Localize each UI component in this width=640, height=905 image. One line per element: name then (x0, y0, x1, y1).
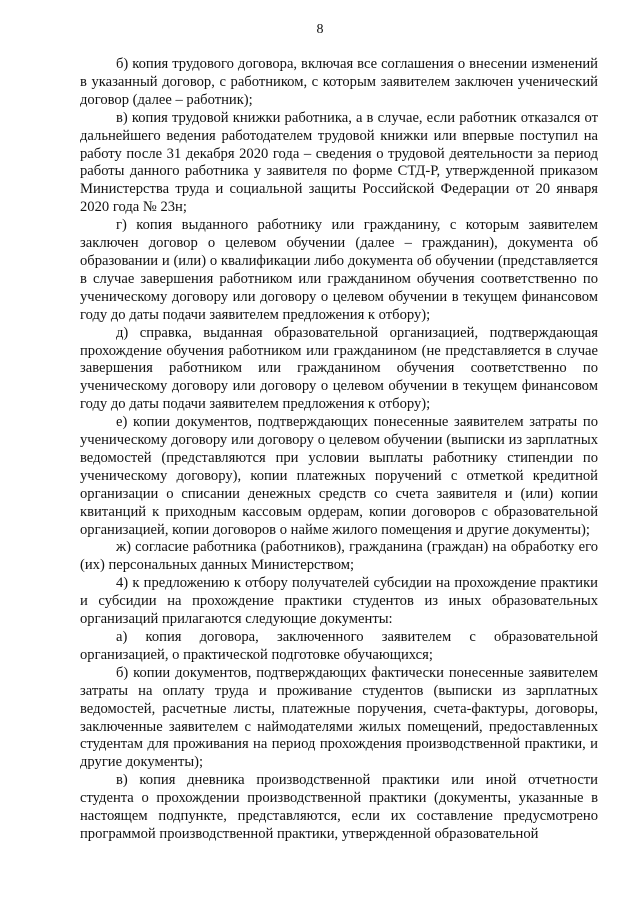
paragraph-b-student-costs: б) копии документов, подтверждающих фактически понесенные заявителем затраты на оплату труда и проживание студентов (выписки из зарплатных ведомостей, расчетные листы, платежные поручения, счета-фактуры, договоры, заключенные заявителем с наймодателями жилых помещений, предоставленных студентам для проживания на период прохождения производственной практики, и другие документы); (80, 664, 598, 771)
paragraph-e-expense-documents: е) копии документов, подтверждающих понесенные заявителем затраты по ученическому договору или договору о целевом обучении (выписки из зарплатных ведомостей (представляются при условии выплаты работнику стипендии по ученическому договору), копии платежных поручений с отметкой кредитной организации о списании денежных средств со счета заявителя и (или) копии квитанций к приходным кассовым ордерам, копии договоров с образовательной организацией, копии договоров о найме жилого помещения и другие документы); (80, 414, 598, 538)
paragraph-v-work-record-book: в) копия трудовой книжки работника, а в случае, если работник отказался от дальнейшего ведения работодателем трудовой книжки или впервые поступил на работу после 31 декабря 2020 года – сведения о трудовой деятельности за период работы данного работника у заявителя по форме СТД-Р, утвержденной приказом Министерства труда и социальной защиты Российской Федерации от 20 января 2020 года № 23н; (80, 109, 598, 216)
paragraph-b-employment-contract: б) копия трудового договора, включая все соглашения о внесении изменений в указанный договор, с работником, с которым заявителем заключен ученический договор (далее – работник); (80, 56, 598, 108)
paragraph-4-internship-subsidy: 4) к предложению к отбору получателей субсидии на прохождение практики и субсидии на прохождение практики студентов из иных образовательных организаций прилагаются следующие документы: (80, 575, 598, 628)
paragraph-zh-personal-data-consent: ж) согласие работника (работников), гражданина (граждан) на обработку его (их) персональных данных Министерством; (80, 539, 598, 574)
page-number: 8 (316, 22, 324, 37)
document-body (80, 56, 598, 844)
paragraph-g-education-document: г) копия выданного работнику или гражданину, с которым заявителем заключен договор о целевом обучении (далее – гражданин), документа об образовании и (или) о квалификации либо документа об обучении (представляется в случае завершения работником или гражданином обучения соответственно по ученическому договору или договору о целевом обучении в текущем финансовом году до даты подачи заявителем предложения к отбору); (80, 217, 598, 323)
paragraph-d-education-certificate: д) справка, выданная образовательной организацией, подтверждающая прохождение обучения работником или гражданином (не представляется в случае завершения работником или гражданином обучения соответственно по ученическому договору или договору о целевом обучении в текущем финансовом году до даты подачи заявителем предложения к отбору); (80, 324, 598, 413)
paragraph-v-practice-diary: в) копия дневника производственной практики или иной отчетности студента о прохождении производственной практики (документы, указанные в настоящем подпункте, представляются, если их составление предусмотрено программой производственной практики, утвержденной образовательной (80, 772, 598, 842)
paragraph-a-practice-contract: а) копия договора, заключенного заявителем с образовательной организацией, о практической подготовке обучающихся; (80, 629, 598, 663)
